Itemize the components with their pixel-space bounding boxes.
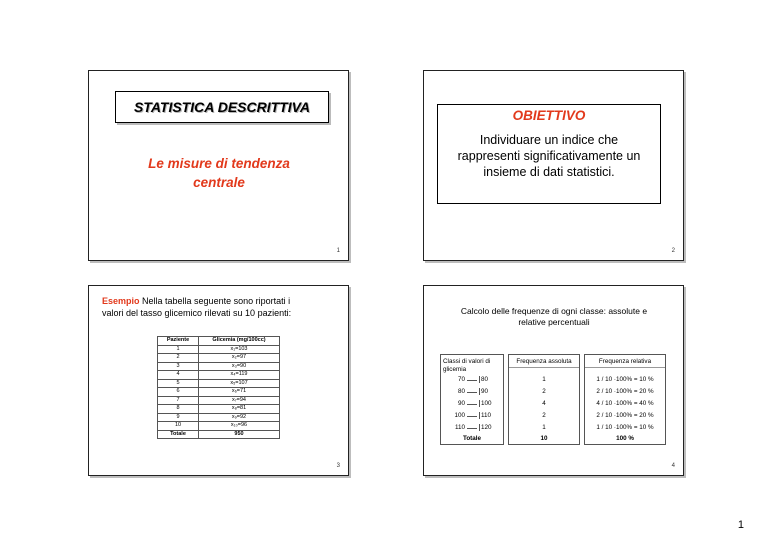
cell-glycemia: x₄=119 bbox=[199, 371, 280, 380]
class-to: 110 bbox=[479, 412, 499, 419]
table-row bbox=[158, 354, 280, 363]
slide-1 bbox=[88, 70, 349, 261]
table-row bbox=[158, 405, 280, 414]
slide-number: 2 bbox=[671, 248, 675, 254]
class-header-line-1: Classi di valori di bbox=[443, 358, 491, 365]
abs-value: 1 bbox=[542, 424, 546, 431]
example-lead: Esempio bbox=[102, 296, 140, 306]
class-to: 80 bbox=[479, 376, 499, 383]
cell-glycemia: x₂=97 bbox=[199, 354, 280, 363]
frequency-title bbox=[434, 306, 674, 328]
header-glycemia: Glicemia (mg/100cc) bbox=[199, 337, 280, 346]
cell-glycemia: x₅=107 bbox=[199, 379, 280, 388]
cell-patient: 7 bbox=[158, 396, 199, 405]
class-to: 90 bbox=[479, 388, 499, 395]
table-row bbox=[158, 345, 280, 354]
table-row bbox=[158, 371, 280, 380]
class-dash bbox=[467, 380, 477, 381]
cell-glycemia: x₃=90 bbox=[199, 362, 280, 371]
page-number: 1 bbox=[737, 519, 744, 531]
cell-patient: 2 bbox=[158, 354, 199, 363]
cell-patient: 6 bbox=[158, 388, 199, 397]
class-header-line-2: glicemia bbox=[443, 365, 467, 373]
intro-line-1: Nella tabella seguente sono riportati i bbox=[139, 296, 291, 306]
cell-glycemia: x₉=92 bbox=[199, 413, 280, 422]
cell-glycemia: x₁₀=96 bbox=[199, 422, 280, 431]
table-row bbox=[158, 396, 280, 405]
objective-box bbox=[437, 104, 661, 204]
class-dash bbox=[467, 392, 477, 393]
objective-heading: OBIETTIVO bbox=[512, 108, 586, 123]
class-dash bbox=[467, 428, 477, 429]
example-intro bbox=[102, 295, 342, 319]
objective-line-3: insieme di dati statistici. bbox=[483, 165, 615, 179]
divider bbox=[509, 367, 579, 368]
table-row bbox=[158, 362, 280, 371]
frequency-title-line-1: Calcolo delle frequenze di ogni classe: assolute e bbox=[460, 306, 648, 316]
relative-frequency-column bbox=[584, 354, 666, 445]
table-row bbox=[158, 422, 280, 431]
class-to: 120 bbox=[479, 424, 499, 431]
objective-text bbox=[444, 132, 654, 180]
cell-patient: 1 bbox=[158, 345, 199, 354]
table-header bbox=[158, 337, 280, 346]
slide-subtitle bbox=[109, 154, 329, 192]
cell-glycemia: x₈=81 bbox=[199, 405, 280, 414]
cell-glycemia: x₁=103 bbox=[199, 345, 280, 354]
title-box bbox=[115, 91, 329, 123]
table-row bbox=[158, 388, 280, 397]
abs-value: 2 bbox=[542, 412, 546, 419]
rel-value: 1 / 10 ·100% = 10 % bbox=[596, 424, 654, 431]
cell-patient: 3 bbox=[158, 362, 199, 371]
objective-line-1: Individuare un indice che bbox=[479, 133, 619, 147]
cell-glycemia: x₆=71 bbox=[199, 388, 280, 397]
class-header bbox=[443, 358, 501, 373]
slide-title: STATISTICA DESCRITTIVA bbox=[133, 99, 311, 115]
absolute-frequency-column bbox=[508, 354, 580, 445]
class-from: 70 bbox=[457, 376, 465, 383]
rel-value: 2 / 10 ·100% = 20 % bbox=[596, 412, 654, 419]
abs-value: 4 bbox=[542, 400, 546, 407]
objective-line-2: rappresenti significativamente un bbox=[457, 149, 641, 163]
total-label: Totale bbox=[158, 430, 199, 439]
slide-4 bbox=[423, 285, 684, 476]
cell-patient: 9 bbox=[158, 413, 199, 422]
cell-patient: 4 bbox=[158, 371, 199, 380]
class-from: 110 bbox=[454, 424, 465, 431]
slide-3 bbox=[88, 285, 349, 476]
cell-patient: 5 bbox=[158, 379, 199, 388]
class-to: 100 bbox=[479, 400, 499, 407]
divider bbox=[585, 367, 665, 368]
cell-patient: 8 bbox=[158, 405, 199, 414]
subtitle-line-1: Le misure di tendenza bbox=[148, 156, 290, 171]
slide-2 bbox=[423, 70, 684, 261]
abs-value: 2 bbox=[542, 388, 546, 395]
table-row bbox=[158, 413, 280, 422]
total-value: 950 bbox=[199, 430, 280, 439]
cell-glycemia: x₇=94 bbox=[199, 396, 280, 405]
slide-number: 3 bbox=[336, 463, 340, 469]
abs-total: 10 bbox=[540, 435, 548, 442]
class-from: 100 bbox=[454, 412, 465, 419]
rel-value: 4 / 10 ·100% = 40 % bbox=[596, 400, 654, 407]
intro-line-2: valori del tasso glicemico rilevati su 10 pazienti: bbox=[102, 308, 292, 318]
absolute-frequency-header: Frequenza assoluta bbox=[516, 358, 572, 365]
header-patient: Paziente bbox=[158, 337, 199, 346]
frequency-title-line-2: relative percentuali bbox=[518, 317, 590, 327]
rel-value: 2 / 10 ·100% = 20 % bbox=[596, 388, 654, 395]
slide-number: 4 bbox=[671, 463, 675, 469]
cell-patient: 10 bbox=[158, 422, 199, 431]
class-dash bbox=[467, 404, 477, 405]
class-dash bbox=[467, 416, 477, 417]
class-from: 80 bbox=[457, 388, 465, 395]
table-total-row bbox=[158, 430, 280, 439]
table-row bbox=[158, 379, 280, 388]
subtitle-line-2: centrale bbox=[193, 175, 245, 190]
rel-total: 100 % bbox=[616, 435, 634, 442]
glycemia-table bbox=[157, 336, 280, 439]
relative-frequency-header: Frequenza relativa bbox=[598, 358, 652, 365]
class-total-label: Totale bbox=[462, 435, 482, 442]
rel-value: 1 / 10 ·100% = 10 % bbox=[596, 376, 654, 383]
slide-number: 1 bbox=[336, 248, 340, 254]
class-from: 90 bbox=[457, 400, 465, 407]
abs-value: 1 bbox=[542, 376, 546, 383]
class-column bbox=[440, 354, 504, 445]
